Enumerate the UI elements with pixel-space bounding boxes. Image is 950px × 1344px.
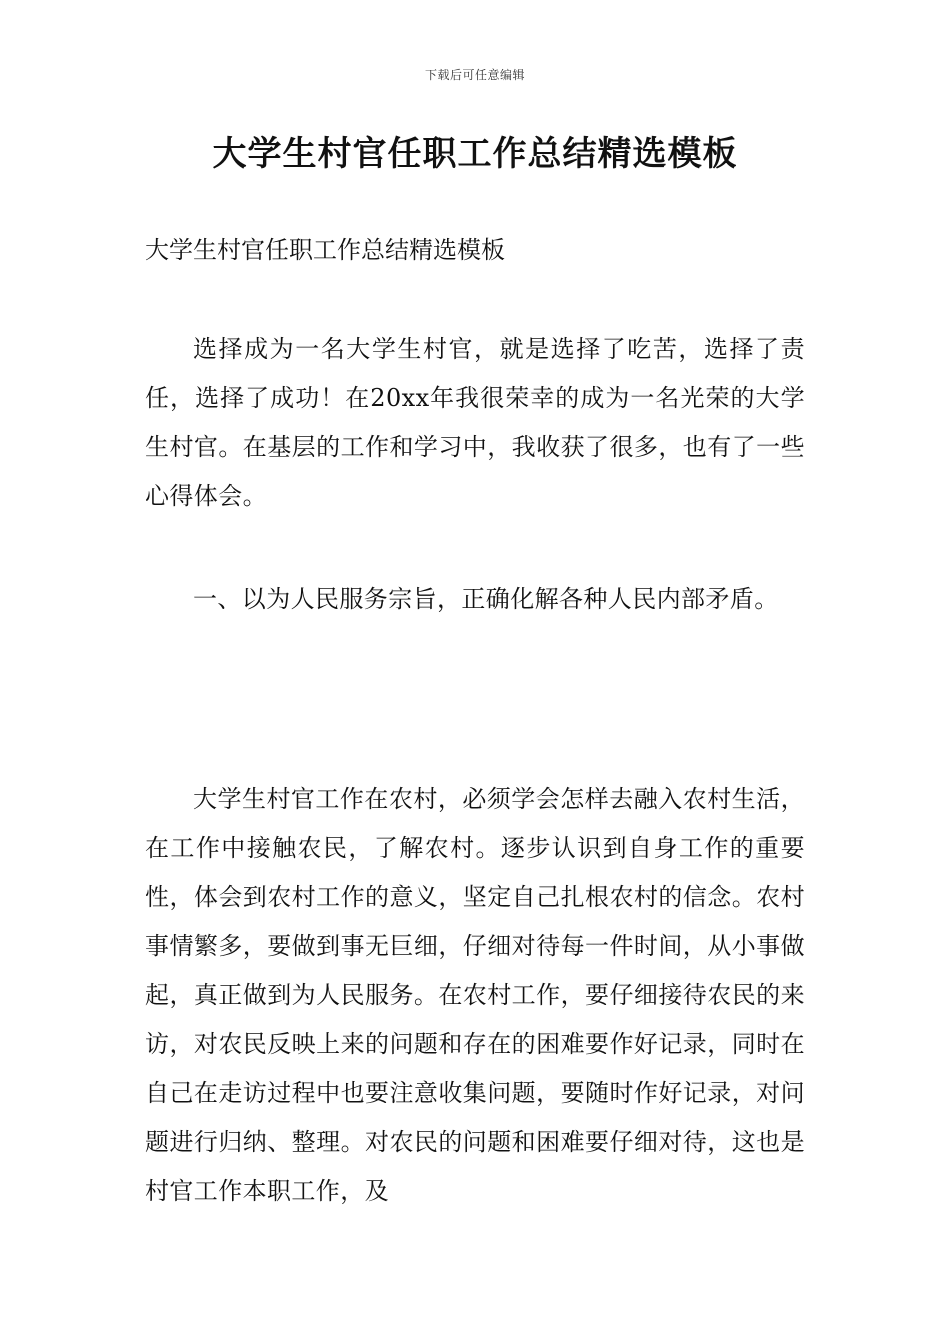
paragraph-body: 大学生村官工作在农村，必须学会怎样去融入农村生活，在工作中接触农民，了解农村。逐步认识到自身工作的重要性，体会到农村工作的意义，坚定自己扎根农村的信念。农村事情繁多，要做到事无巨细，仔细对待每一件时间，从小事做起，真正做到为人民服务。在农村工作，要仔细接待农民的来访，对农民反映上来的问题和存在的困难要作好记录，同时在自己在走访过程中也要注意收集问题，要随时作好记录，对问题进行归纳、整理。对农民的问题和困难要仔细对待，这也是村官工作本职工作，及 [145,785,805,1205]
paragraph-intro: 选择成为一名大学生村官，就是选择了吃苦，选择了责任，选择了成功！在20xx年我很荣幸的成为一名光荣的大学生村官。在基层的工作和学习中，我收获了很多，也有了一些心得体会。 [145,335,805,510]
header-note: 下载后可任意编辑 [424,68,525,82]
document-subtitle: 大学生村官任职工作总结精选模板 [145,236,505,264]
document-title: 大学生村官任职工作总结精选模板 [212,134,738,174]
paragraph-section-heading: 一、以为人民服务宗旨，正确化解各种人民内部矛盾。 [193,585,779,613]
